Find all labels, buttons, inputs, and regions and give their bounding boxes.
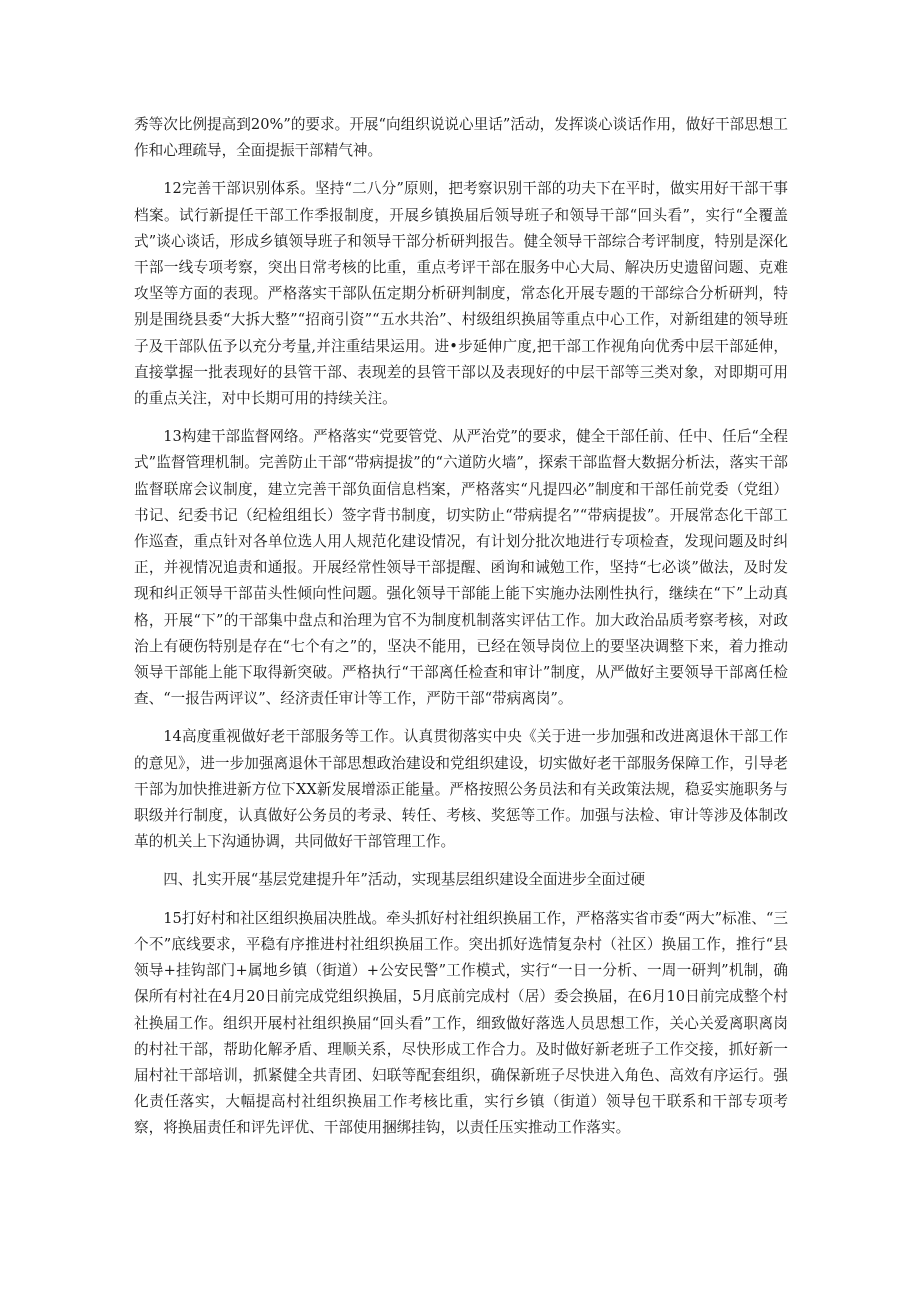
section-heading-4: 四、扎实开展“基层党建提升年”活动，实现基层组织建设全面进步全面过硬 — [163, 871, 646, 889]
paragraph-item-15: 15打好村和社区组织换届决胜战。牵头抓好村社组织换届工作，严格落实省市委“两大”标准、“三个不”底线要求，平稳有序推进村社组织换届工作。突出抓好选情复杂村（社区）换届工作，推行“县领导+挂钩部门+属地乡镇（街道）+公安民警”工作模式，实行“一日一分析、一周一研判”机制，确保所有村社在4月20日前完成党组织换届，5月底前完成村（居）委会换届，在6月10日前完成整个村社换届工作。组织开展村社组织换届“回头看”工作，细致做好落选人员思想工作，关心关爱离职离岗的村社干部，帮助化解矛盾、理顺关系，尽快形成工作合力。及时做好新老班子工作交接，抓好新一届村社干部培训，抓紧健全共青团、妇联等配套组织，确保新班子尽快进入角色、高效有序运行。强化责任落实，大幅提高村社组织换届工作考核比重，实行乡镇（街道）领导包干联系和干部专项考察，将换届责任和评先评优、干部使用捆绑挂钩，以责任压实推动工作落实。 — [134, 909, 788, 1137]
paragraph-item-14: 14高度重视做好老干部服务等工作。认真贯彻落实中央《关于进一步加强和改进离退休干部工作的意见》，进一步加强离退休干部思想政治建设和党组织建设，切实做好老干部服务保障工作，引导老干部为加快推进新方位下XX新发展增添正能量。严格按照公务员法和有关政策法规，稳妥实施职务与职级并行制度，认真做好公务员的考录、转任、考核、奖惩等工作。加强与法检、审计等涉及体制改革的机关上下沟通协调，共同做好干部管理工作。 — [134, 728, 788, 851]
paragraph-continuation: 秀等次比例提高到20%”的要求。开展“向组织说说心里话”活动，发挥谈心谈话作用，做好干部思想工作和心理疏导，全面提振干部精气神。 — [134, 116, 788, 160]
paragraph-item-13: 13构建干部监督网络。严格落实“党要管党、从严治党”的要求，健全干部任前、任中、任后“全程式”监督管理机制。完善防止干部“带病提拔”的“六道防火墙”，探索干部监督大数据分析法，落实干部监督联席会议制度，建立完善干部负面信息档案，严格落实“凡提四必”制度和干部任前党委（党组）书记、纪委书记（纪检组组长）签字背书制度，切实防止“带病提名”“带病提拔”。开展常态化干部工作巡查，重点针对各单位选人用人规范化建设情况，有计划分批次地进行专项检查，发现问题及时纠正，并视情况追责和通报。开展经常性领导干部提醒、函询和诫勉工作，坚持“七必谈”做法，及时发现和纠正领导干部苗头性倾向性问题。强化领导干部能上能下实施办法刚性执行，继续在“下”上动真格，开展“下”的干部集中盘点和治理为官不为制度机制落实评估工作。加大政治品质考察考核，对政治上有硬伤特别是存在“七个有之”的，坚决不能用，已经在领导岗位上的要坚决调整下来，着力推动领导干部能上能下取得新突破。严格执行“干部离任检查和审计”制度，从严做好主要领导干部离任检查、“一报告两评议”、经济责任审计等工作，严防干部“带病离岗”。 — [134, 428, 788, 708]
paragraph-item-12: 12完善干部识别体系。坚持“二八分”原则，把考察识别干部的功夫下在平时，做实用好干部干事档案。试行新提任干部工作季报制度，开展乡镇换届后领导班子和领导干部“回头看”，实行“全覆盖式”谈心谈话，形成乡镇领导班子和领导干部分析研判报告。健全领导干部综合考评制度，特别是深化干部一线专项考察，突出日常考核的比重，重点考评干部在服务中心大局、解决历史遗留问题、克难攻坚等方面的表现。严格落实干部队伍定期分析研判制度，常态化开展专题的干部综合分析研判，特别是围绕县委“大拆大整”“招商引资”“五水共治”、村级组织换届等重点中心工作，对新组建的领导班子及干部队伍予以充分考量,并注重结果运用。进•步延伸广度,把干部工作视角向优秀中层干部延伸，直接掌握一批表现好的县管干部、表现差的县管干部以及表现好的中层干部等三类对象，对即期可用的重点关注，对中长期可用的持续关注。 — [134, 180, 788, 408]
document-page — [134, 112, 788, 1154]
